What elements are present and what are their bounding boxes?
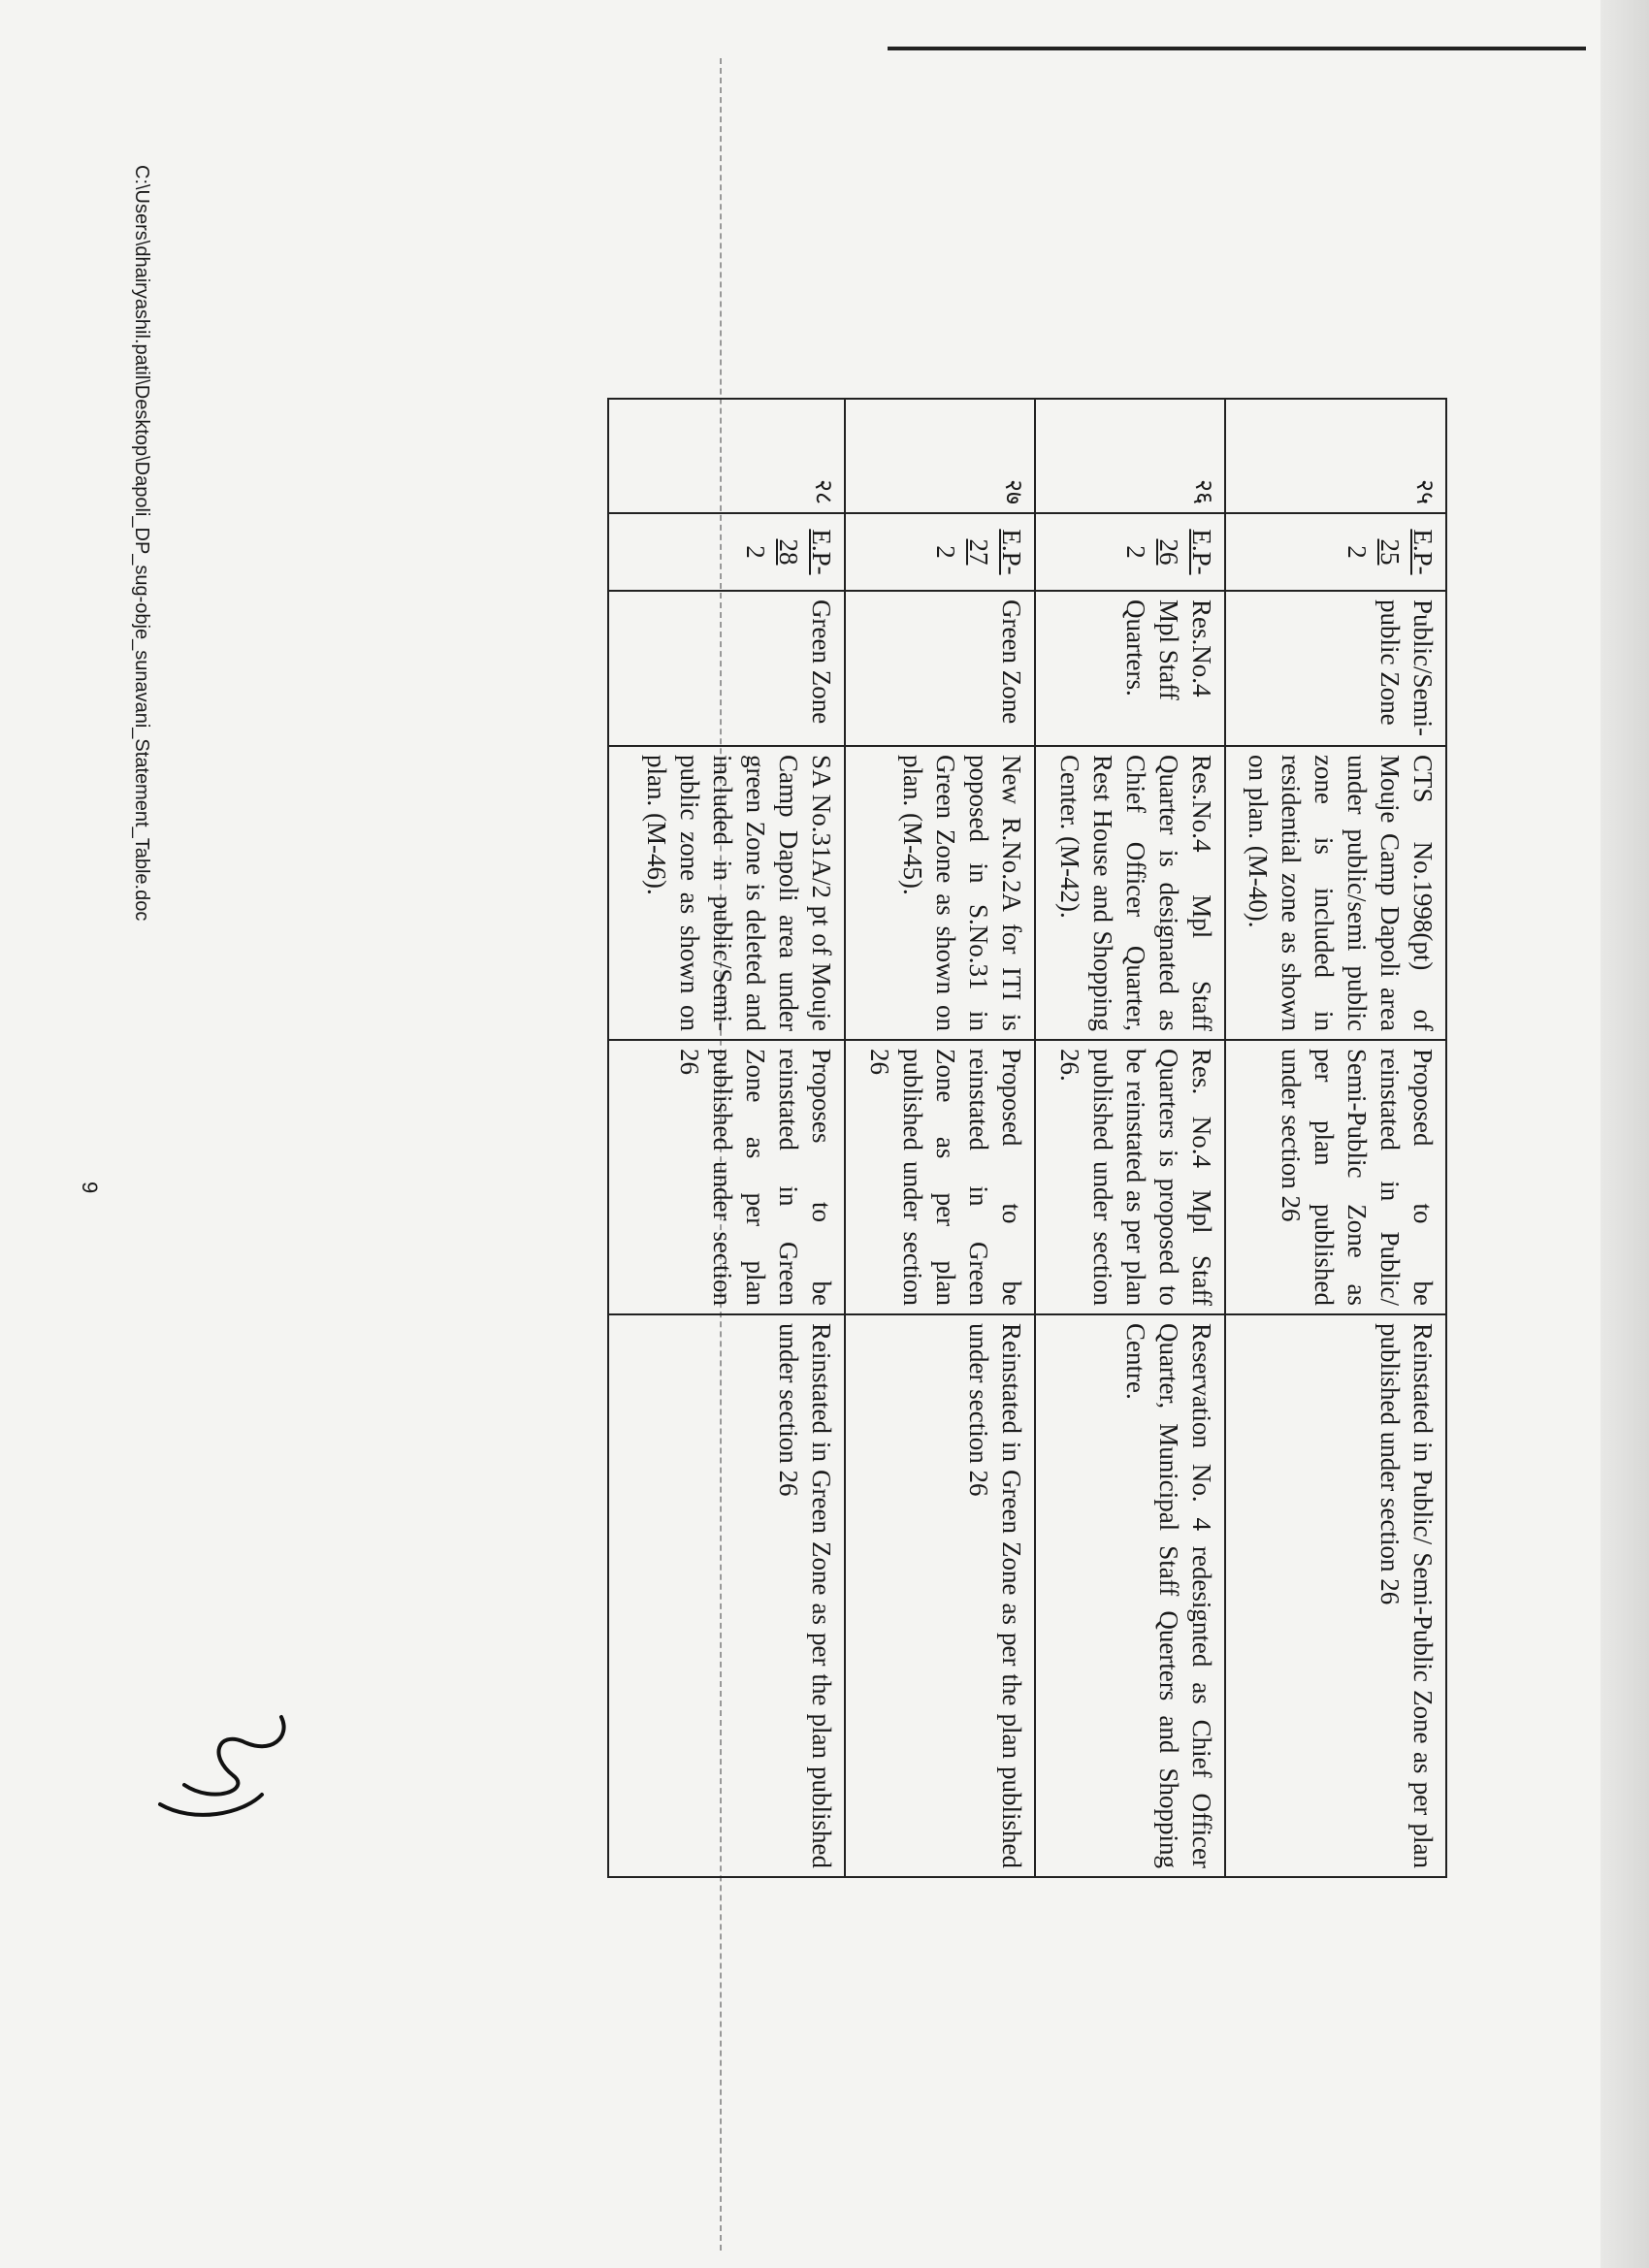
zone-cell: Green Zone: [608, 591, 845, 746]
code-prefix: E.P-: [997, 529, 1026, 575]
zone-cell: Public/Semi-public Zone: [1225, 591, 1446, 746]
serial-number: २६: [1035, 399, 1225, 513]
description-cell: SA No.31A/2 pt of Mouje Camp Dapoli area under green Zone is deleted and included in public/Semi-public zone as shown on plan. (M-46).: [608, 746, 845, 1040]
proposal-cell: Res. No.4 Mpl Staff Quarters is proposed to be reinstated as per plan published under section 26.: [1035, 1040, 1225, 1314]
proposal-cell: Proposed to be reinstated in Green Zone as per plan published under section 26: [845, 1040, 1035, 1314]
decision-cell: Reservation No. 4 redesignted as Chief Officer Quarter, Municipal Staff Querters and Shopping Centre.: [1035, 1314, 1225, 1877]
serial-number: २७: [845, 399, 1035, 513]
statement-table: [607, 398, 1447, 1878]
code-cell: [608, 513, 845, 591]
proposal-cell: Proposes to be reinstated in Green Zone as per plan published under section 26: [608, 1040, 845, 1314]
description-cell: CTS No.1998(pt) of Mouje Camp Dapoli area under public/semi public zone is included in residential zone as shown on plan. (M-40).: [1225, 746, 1446, 1040]
zone-cell: Green Zone: [845, 591, 1035, 746]
decision-cell: Reinstated in Green Zone as per the plan published under section 26: [608, 1314, 845, 1877]
code-cell: [1035, 513, 1225, 591]
code-number: 25: [1374, 538, 1405, 566]
code-prefix: E.P-: [807, 529, 836, 575]
serial-number: २८: [608, 399, 845, 513]
table-row: [1225, 399, 1446, 1877]
code-suffix: 2: [740, 545, 770, 559]
footer-file-path: C:\Users\dhairyashil.patil\Desktop\Dapoli_DP_sug-obje_sunavani_Statement_Table.doc: [131, 165, 152, 922]
code-prefix: E.P-: [1187, 529, 1216, 575]
code-cell: [845, 513, 1035, 591]
code-prefix: E.P-: [1408, 529, 1438, 575]
table-row: [845, 399, 1035, 1877]
code-number: 27: [963, 538, 993, 566]
decision-cell: Reinstated in Public/ Semi-Public Zone as per plan published under section 26: [1225, 1314, 1446, 1877]
serial-number: २५: [1225, 399, 1446, 513]
code-number: 28: [773, 538, 803, 566]
code-suffix: 2: [930, 545, 960, 559]
zone-cell: Res.No.4 Mpl Staff Quarters.: [1035, 591, 1225, 746]
page-number: 9: [78, 1182, 102, 1194]
proposal-cell: Proposed to be reinstated in Public/ Semi-Public Zone as per plan published under section 26: [1225, 1040, 1446, 1314]
code-suffix: 2: [1342, 545, 1372, 559]
description-cell: New R.No.2A for ITI is poposed in S.No.31 in Green Zone as shown on plan. (M-45).: [845, 746, 1035, 1040]
code-number: 26: [1153, 538, 1183, 566]
table-row: [608, 399, 845, 1877]
code-cell: [1225, 513, 1446, 591]
code-suffix: 2: [1120, 545, 1150, 559]
handwritten-signature: [146, 1698, 301, 1843]
decision-cell: Reinstated in Green Zone as per the plan published under section 26: [845, 1314, 1035, 1877]
description-cell: Res.No.4 Mpl Staff Quarter is designated as Chief Officer Quarter, Rest House and Shopping Center. (M-42).: [1035, 746, 1225, 1040]
table-row: [1035, 399, 1225, 1877]
